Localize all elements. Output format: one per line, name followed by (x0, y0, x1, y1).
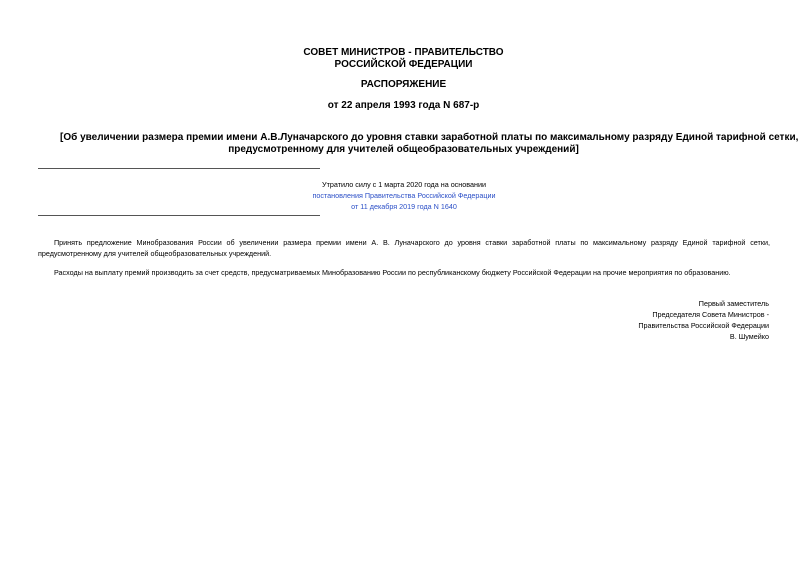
status-note-link-line-1[interactable]: постановления Правительства Российской Федерации (312, 191, 496, 200)
signature-title-line-3: Правительства Российской Федерации (638, 321, 769, 330)
authority-line-1: СОВЕТ МИНИСТРОВ - ПРАВИТЕЛЬСТВО (303, 47, 504, 58)
body-paragraph-2: Расходы на выплату премий производить за счет средств, предусматриваемых Минобразованию России по республиканскому бюджету Российской Федерации на прочие мероприятия по образованию. (54, 268, 731, 277)
document-type: РАСПОРЯЖЕНИЕ (360, 79, 447, 90)
authority-line-2: РОССИЙСКОЙ ФЕДЕРАЦИИ (334, 59, 473, 70)
title-line-2: предусмотренному для учителей общеобразовательных учреждений] (228, 144, 579, 155)
status-note (280, 179, 528, 212)
body-paragraph-1: Принять предложение Минобразования России об увеличении размера премии имени А. В. Луначарского до уровня ставки заработной платы по максимальному разряду Единой тарифной сетки, предусмотренному для учителей общеобразовательных учреждений. (38, 238, 770, 258)
bottom-divider (38, 215, 320, 216)
status-note-link-line-2[interactable]: от 11 декабря 2019 года N 1640 (351, 202, 457, 211)
signature-title-line-2: Председателя Совета Министров - (652, 310, 769, 319)
status-note-text: Утратило силу с 1 марта 2020 года на основании (322, 180, 486, 189)
signatory-name: В. Шумейко (729, 332, 769, 341)
document-date: от 22 апреля 1993 года N 687-р (327, 100, 480, 111)
document-title (60, 132, 799, 156)
issuing-authority (0, 47, 807, 71)
signature-title-line-1: Первый заместитель (698, 299, 769, 308)
signature-block (569, 298, 769, 342)
title-line-1: [Об увеличении размера премии имени А.В.Луначарского до уровня ставки заработной платы по максимальному разряду Единой тарифной сетки, (60, 132, 799, 143)
top-divider (38, 168, 320, 169)
